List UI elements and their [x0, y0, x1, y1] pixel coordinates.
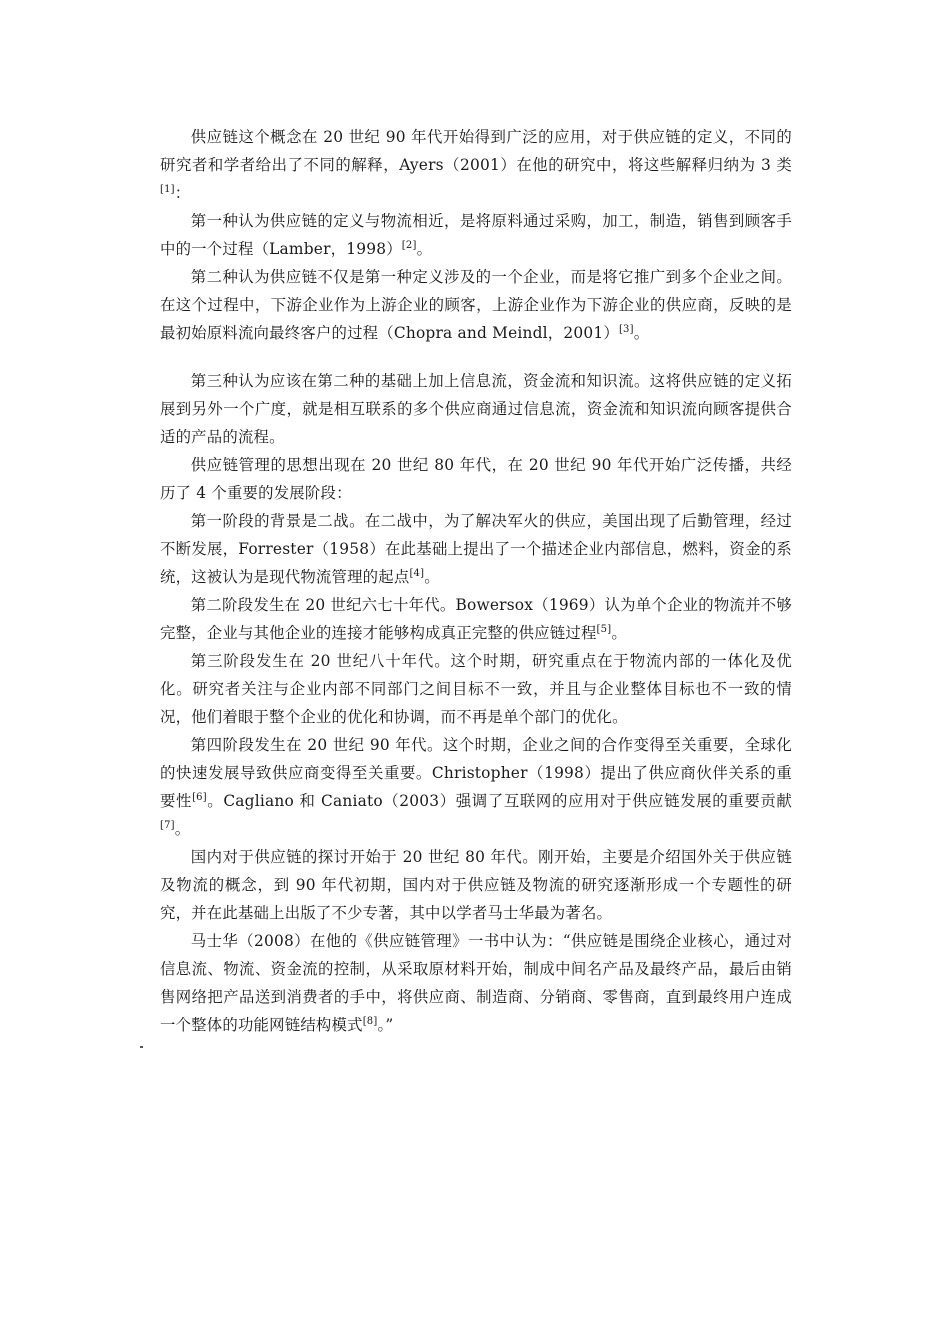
paragraph-stage-one: [160, 507, 792, 591]
paragraph-third-definition: [160, 367, 792, 451]
paragraph-tail: 。Cagliano 和 Caniato（2003）强调了互联网的应用对于供应链发展的重要贡献: [206, 792, 792, 810]
paragraph-stage-three: [160, 647, 792, 731]
paragraph-tail: 。”: [377, 1016, 394, 1034]
paragraph-text: 第四阶段发生在 20 世纪 90 年代。这个时期，企业之间的合作变得至关重要，全球化的快速发展导致供应商变得至关重要。Christopher（1998）提出了供应商伙伴关系的重要性: [160, 736, 792, 810]
paragraph-tail: ：: [174, 184, 191, 202]
paragraph-tail: 。: [174, 820, 191, 838]
citation-ref: [4]: [409, 567, 425, 579]
citation-ref: [5]: [596, 623, 612, 635]
paragraph-development-stages-intro: [160, 451, 792, 507]
paragraph-tail: 。: [416, 240, 433, 258]
paragraph-stage-two: [160, 591, 792, 647]
paragraph-text: 第三种认为应该在第二种的基础上加上信息流，资金流和知识流。这将供应链的定义拓展到另外一个广度，就是相互联系的多个供应商通过信息流，资金流和知识流向顾客提供合适的产品的流程。: [160, 372, 792, 446]
paragraph-text: 供应链这个概念在 20 世纪 90 年代开始得到广泛的应用，对于供应链的定义，不同的研究者和学者给出了不同的解释，Ayers（2001）在他的研究中，将这些解释归纳为 3 类: [160, 128, 792, 174]
paragraph-tail: 。: [611, 624, 627, 642]
citation-ref: [8]: [362, 1015, 378, 1027]
document-body: [160, 123, 792, 1039]
paragraph-text: 第一阶段的背景是二战。在二战中，为了解决军火的供应，美国出现了后勤管理，经过不断发展，Forrester（1958）在此基础上提出了一个描述企业内部信息，燃料，资金的系统，这被认为是现代物流管理的起点: [160, 512, 792, 586]
paragraph-stage-four: [160, 731, 792, 843]
paragraph-text: 第一种认为供应链的定义与物流相近，是将原料通过采购，加工，制造，销售到顾客手中的一个过程（Lamber，1998）: [160, 212, 792, 258]
paragraph-second-definition: [160, 263, 792, 347]
paragraph-ma-shihua-definition: [160, 927, 792, 1039]
paragraph-supply-chain-definitions: [160, 123, 792, 207]
paragraph-text: 第二阶段发生在 20 世纪六七十年代。Bowersox（1969）认为单个企业的物流并不够完整，企业与其他企业的连接才能够构成真正完整的供应链过程: [160, 596, 792, 642]
paragraph-text: 供应链管理的思想出现在 20 世纪 80 年代，在 20 世纪 90 年代开始广泛传播，共经历了 4 个重要的发展阶段：: [160, 456, 792, 502]
paragraph-text: 国内对于供应链的探讨开始于 20 世纪 80 年代。刚开始，主要是介绍国外关于供应链及物流的概念，到 90 年代初期，国内对于供应链及物流的研究逐渐形成一个专题性的研究，并在此基础上出版了不少专著，其中以学者马士华最为著名。: [160, 848, 792, 922]
citation-ref: [1]: [160, 183, 175, 195]
scan-artifact-mark: [140, 1046, 143, 1048]
citation-ref: [3]: [618, 323, 634, 335]
paragraph-text: 马士华（2008）在他的《供应链管理》一书中认为：“供应链是围绕企业核心，通过对信息流、物流、资金流的控制，从采取原材料开始，制成中间名产品及最终产品，最后由销售网络把产品送到消费者的手中，将供应商、制造商、分销商、零售商，直到最终用户连成一个整体的功能网链结构模式: [160, 932, 792, 1034]
paragraph-first-definition: [160, 207, 792, 263]
paragraph-text: 第三阶段发生在 20 世纪八十年代。这个时期，研究重点在于物流内部的一体化及优化。研究者关注与企业内部不同部门之间目标不一致，并且与企业整体目标也不一致的情况，他们着眼于整个企业的优化和协调，而不再是单个部门的优化。: [160, 652, 792, 726]
citation-ref: [2]: [401, 239, 417, 251]
paragraph-domestic-research: [160, 843, 792, 927]
citation-ref: [6]: [192, 791, 207, 803]
paragraph-tail: 。: [424, 568, 440, 586]
citation-ref: [7]: [160, 819, 175, 831]
paragraph-tail: 。: [633, 324, 650, 342]
paragraph-text: 第二种认为供应链不仅是第一种定义涉及的一个企业，而是将它推广到多个企业之间。在这个过程中，下游企业作为上游企业的顾客，上游企业作为下游企业的供应商，反映的是最初始原料流向最终客户的过程（Chopra and Meindl，2001）: [160, 268, 792, 342]
